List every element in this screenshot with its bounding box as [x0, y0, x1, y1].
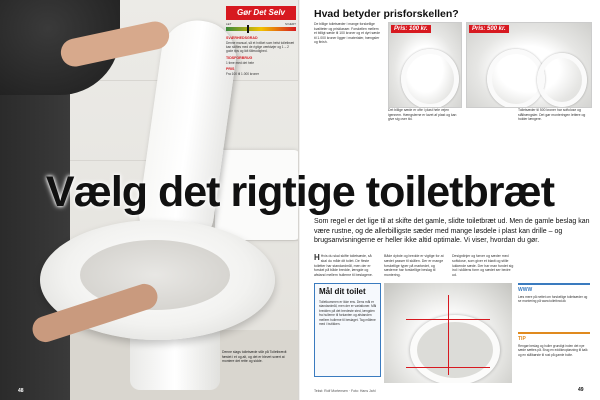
measurement-photo [384, 283, 512, 383]
body-column [314, 254, 378, 280]
rating-scale [226, 27, 296, 31]
price-section-intro: De billige toiletsæder i mange forskellige kvaliteter og prisklasser. Forskellen mellem et billigt sæde til 100 kroner og et dyrt sæde til 1.000 kroner ligger i materialer, hængsler og finish. [314, 22, 380, 45]
person-body [0, 60, 70, 400]
fact-text: 1 time med det hele [226, 60, 254, 65]
page-number: 49 [578, 387, 584, 393]
toilet-seat-parts-image [537, 53, 587, 107]
section-badge: Gør Det Selv [226, 6, 296, 20]
body-column: Både dybde og bredde er vigtige for at sædet passer til skålen. Der er mange forskellige typer på markedet, og sæderne har forskellige beslag til montering. [384, 254, 444, 278]
cheap-seat-photo [388, 22, 462, 108]
measure-box-title: Mål dit toilet [319, 287, 366, 296]
fact-text: Denne manual, så et hvilket som helst toiletbræt kan skiftes med de rigtige værktøjer og 1 – 2 gode tips og lidt tålmodighed. [226, 40, 295, 54]
rating-marker [247, 25, 249, 33]
fact-text: Fra 100 til 1.000 kroner [226, 71, 259, 76]
price-tag: Pris: 500 kr. [469, 25, 509, 33]
lead-paragraph: Som regel er det lige til at skifte det gamle, slidte toiletbræt ud. Men de gamle beslag kan være rustne, og de allerbilligste sæder med mange løsdele i plast kan drille – og brugsanvisningerne er heller ikke altid optimale. Vi viser, hvordan du gør. [314, 218, 590, 245]
credits-footer: Tekst: Rolf Mortensen · Foto: Hans Jahl [314, 389, 376, 393]
toilet-seat-image [401, 49, 459, 108]
drop-cap: H [314, 254, 320, 262]
www-box-text: Læs mere på nettet om forskellige toiletsæder og se montering på www.toiletbrat.dk [518, 295, 588, 304]
page-headline: Vælg det rigtige toiletbræt [45, 168, 555, 216]
page-number: 48 [18, 388, 24, 394]
price-section-title: Hvad betyder prisforskellen? [314, 8, 459, 20]
tip-box-text: Rengør beslag og huller grundigt inden det nye sæde sættes på. Brug en eddikeopløsning til kalk og en stålbørste til rust på gamle bolte. [518, 344, 588, 357]
measure-box-text: Toiletkummen er ikke ens. Dens mål er standardmål, men der er variationer. Mål bredden på det bredeste sted, længden fra hullerne til forkanten og afstanden mellem hullerne til beslaget. Tag målene med i butikken. [319, 300, 377, 327]
rating-right-label: SVÆRT [285, 22, 296, 26]
fact-heading: TIDSFORBRUG [226, 55, 253, 60]
fact-heading: PRIS [226, 66, 235, 71]
measure-box [314, 283, 381, 377]
rating-left-label: LET [226, 22, 232, 26]
difficulty-rating [226, 22, 296, 31]
body-text: Hvis du skal skifte toiletsæde, så skal du måle dit toilet. De fleste toiletter har standardmål, men der er forskel på både bredde, længde og afstand mellem hullerne til beslagene. [314, 254, 373, 278]
price-tag: Pris: 100 kr. [391, 25, 431, 33]
body-column: Designlinjer og farver og sæder med softclose, som giver et blødt og stille lukkende sæde. Der har man fundet sig ind i skålens form og sædet ser bedre ud. [452, 254, 514, 278]
www-box [518, 283, 590, 331]
fact-heading: SVÆRHEDSGRAD [226, 36, 258, 40]
fact-box [226, 34, 296, 76]
www-box-title: WWW [518, 287, 533, 293]
photo-caption: Toiletsæder til 500 kroner har softclose og stålhængsler. Det gør monteringen lettere og holder længere. [518, 108, 586, 122]
photo-caption: Denne slags toiletsæde står på Toiletbrædt fæstet i et og alt, og det er blevet svært at montere det rette og sidde. [222, 350, 287, 364]
measure-line [448, 295, 449, 375]
tip-box-title: TIP [518, 336, 526, 342]
tip-box [518, 332, 590, 386]
toilet-bowl-image [410, 315, 500, 383]
expensive-seat-photo [466, 22, 592, 108]
photo-caption: Det billige sæde er ofte i plast hele vejen igennem. Hængslerne er lavet af plast og kan give sig over tid. [388, 108, 457, 122]
